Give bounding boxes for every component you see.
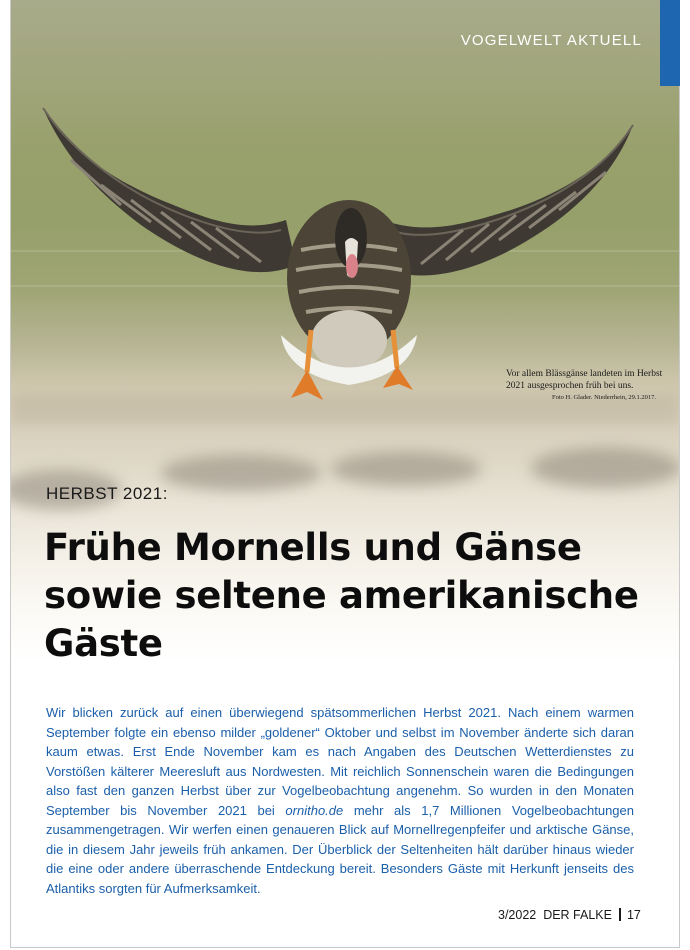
issue-number: 3/2022 [498, 908, 537, 922]
article-lead [46, 703, 634, 898]
ornitho-link-text: ornitho.de [285, 802, 344, 818]
photo-caption [506, 368, 666, 403]
photo-credit: Foto H. Glader. Niederrhein, 29.1.2017. [552, 394, 656, 401]
photo-caption-text: Vor allem Blässgänse landeten im Herbst 2021 ausgesprochen früh bei uns. [506, 369, 663, 391]
article-kicker: HERBST 2021: [46, 484, 168, 503]
lead-text-part2: mehr als 1,7 Millionen Vogelbeobachtungen zusammengetragen. Wir werfen einen genaueren Blick auf Mornellregenpfeifer und arktische Gänse, die in diesem Jahr jeweils früh ankamen. Der Überblick der Seltenheiten hält darüber hinaus wieder die eine oder andere überraschende Entdeckung bereit. Besonders Gäste mit Herkunft jenseits des Atlantiks sorgten für Aufmerksamkeit. [46, 802, 634, 896]
background-flock [331, 452, 481, 486]
background-flock [531, 448, 679, 488]
section-accent-tab [660, 0, 680, 86]
section-label: VOGELWELT AKTUELL [460, 32, 642, 49]
article-headline: Frühe Mornells und Gänse sowie seltene amerikanische Gäste [44, 526, 639, 665]
footer-separator [619, 908, 621, 921]
background-flock [161, 455, 321, 491]
lead-text-part1: Wir blicken zurück auf einen überwiegend spätsommerlichen Herbst 2021. Nach einem warmen September folgte ein ebenso milder „goldener“ Oktober und selbst im November änderte sich daran kaum etwas. Erst Ende November kam es nach Angaben des Deutschen Wetterdienstes zu Vorstößen kälterer Meeresluft aus Nordwesten. Mit reichlich Sonnenschein waren die Bedingungen also fast den ganzen Herbst über zur Vogelbeobachtung angenehm. So wurden in den Monaten September bis November 2021 bei [46, 705, 634, 818]
goose-illustration [11, 0, 679, 420]
page-number: 17 [626, 908, 641, 922]
magazine-name: DER FALKE [543, 908, 612, 922]
page-footer [498, 908, 641, 922]
